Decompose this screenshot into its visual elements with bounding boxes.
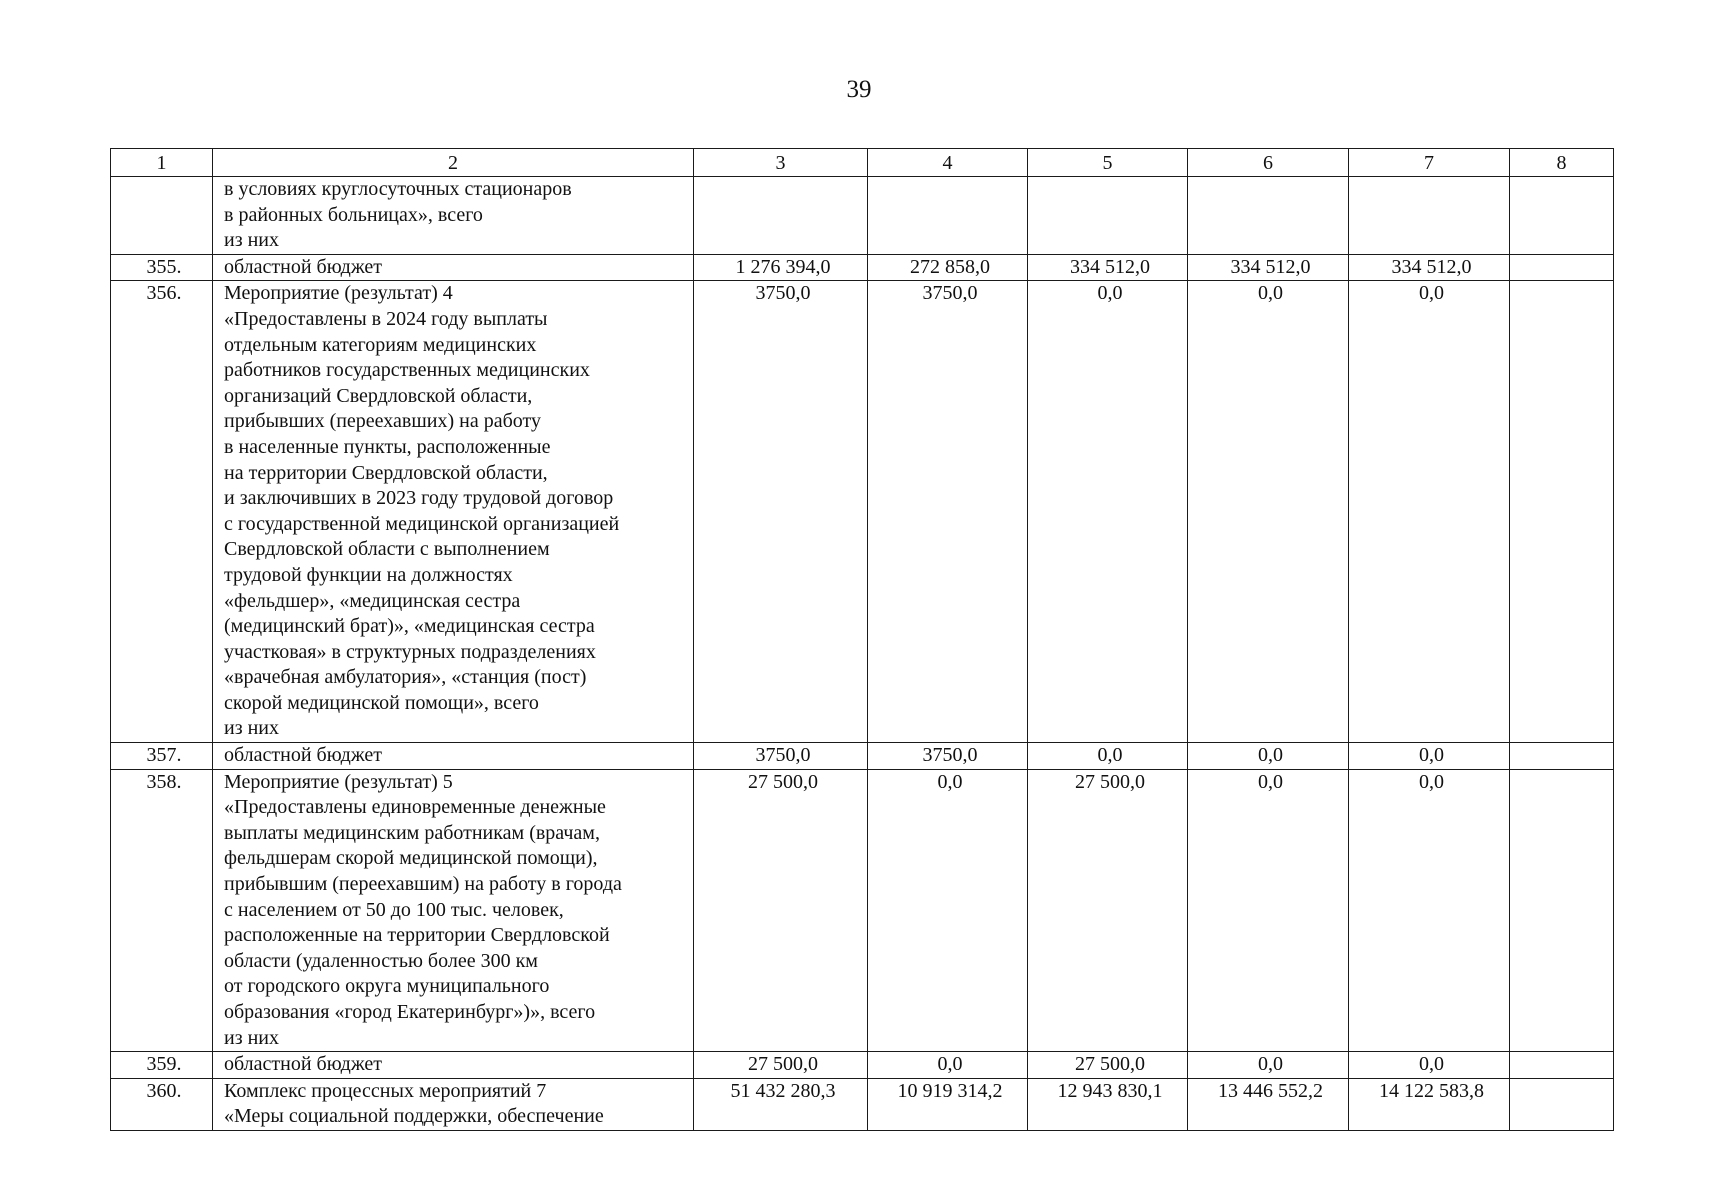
value-col-4: 10 919 314,2: [868, 1078, 1028, 1130]
value-col-3: 27 500,0: [694, 1052, 868, 1079]
value-col-8: [1510, 254, 1614, 281]
column-header-5: 5: [1028, 149, 1188, 177]
value-col-8: [1510, 1052, 1614, 1079]
column-header-6: 6: [1188, 149, 1349, 177]
value-col-4: 0,0: [868, 1052, 1028, 1079]
table-row: [111, 177, 1614, 255]
value-col-4: [868, 177, 1028, 255]
value-col-6: 0,0: [1188, 281, 1349, 743]
value-col-6: 0,0: [1188, 743, 1349, 770]
column-header-3: 3: [694, 149, 868, 177]
column-number-row: [111, 149, 1614, 177]
value-col-6: [1188, 177, 1349, 255]
row-number: 358.: [111, 769, 213, 1052]
table-row: [111, 1052, 1614, 1079]
value-col-3: [694, 177, 868, 255]
value-col-8: [1510, 743, 1614, 770]
row-description: областной бюджет: [213, 743, 694, 770]
value-col-5: 12 943 830,1: [1028, 1078, 1188, 1130]
value-col-8: [1510, 769, 1614, 1052]
value-col-3: 3750,0: [694, 281, 868, 743]
value-col-6: 0,0: [1188, 769, 1349, 1052]
value-col-4: 3750,0: [868, 281, 1028, 743]
row-number: 356.: [111, 281, 213, 743]
value-col-3: 3750,0: [694, 743, 868, 770]
value-col-7: 0,0: [1349, 281, 1510, 743]
value-col-6: 334 512,0: [1188, 254, 1349, 281]
row-description: Мероприятие (результат) 4 «Предоставлены в 2024 году выплаты отдельным категориям медицинских работников государственных медицинских организаций Свердловской области, прибывших (переехавших) на работу в населенные пункты, расположенные на территории Свердловской области, и заключивших в 2023 году трудовой договор с государственной медицинской организацией Свердловской области с выполнением трудовой функции на должностях «фельдшер», «медицинская сестра (медицинский брат)», «медицинская сестра участковая» в структурных подразделениях «врачебная амбулатория», «станция (пост) скорой медицинской помощи», всего из них: [213, 281, 694, 743]
table-row: [111, 281, 1614, 743]
page-number: 39: [846, 76, 872, 103]
budget-table: [110, 148, 1614, 1131]
value-col-5: 0,0: [1028, 281, 1188, 743]
value-col-5: 27 500,0: [1028, 769, 1188, 1052]
value-col-6: 0,0: [1188, 1052, 1349, 1079]
row-number: [111, 177, 213, 255]
value-col-4: 272 858,0: [868, 254, 1028, 281]
row-description: областной бюджет: [213, 254, 694, 281]
table-row: [111, 769, 1614, 1052]
row-description: областной бюджет: [213, 1052, 694, 1079]
value-col-7: [1349, 177, 1510, 255]
row-description: Мероприятие (результат) 5 «Предоставлены единовременные денежные выплаты медицинским работникам (врачам, фельдшерам скорой медицинской помощи), прибывшим (переехавшим) на работу в города с населением от 50 до 100 тыс. человек, расположенные на территории Свердловской области (удаленностью более 300 км от городского округа муниципального образования «город Екатеринбург»)», всего из них: [213, 769, 694, 1052]
column-header-1: 1: [111, 149, 213, 177]
row-description: Комплекс процессных мероприятий 7 «Меры социальной поддержки, обеспечение: [213, 1078, 694, 1130]
row-number: 359.: [111, 1052, 213, 1079]
column-header-8: 8: [1510, 149, 1614, 177]
column-header-2: 2: [213, 149, 694, 177]
value-col-5: 334 512,0: [1028, 254, 1188, 281]
value-col-5: 27 500,0: [1028, 1052, 1188, 1079]
value-col-7: 0,0: [1349, 743, 1510, 770]
value-col-5: [1028, 177, 1188, 255]
row-number: 357.: [111, 743, 213, 770]
table-row: [111, 1078, 1614, 1130]
table-row: [111, 743, 1614, 770]
value-col-7: 0,0: [1349, 1052, 1510, 1079]
value-col-8: [1510, 177, 1614, 255]
row-description: в условиях круглосуточных стационаров в районных больницах», всего из них: [213, 177, 694, 255]
value-col-7: 0,0: [1349, 769, 1510, 1052]
value-col-3: 51 432 280,3: [694, 1078, 868, 1130]
value-col-4: 0,0: [868, 769, 1028, 1052]
value-col-8: [1510, 281, 1614, 743]
column-header-7: 7: [1349, 149, 1510, 177]
column-header-4: 4: [868, 149, 1028, 177]
value-col-3: 27 500,0: [694, 769, 868, 1052]
value-col-3: 1 276 394,0: [694, 254, 868, 281]
value-col-5: 0,0: [1028, 743, 1188, 770]
value-col-8: [1510, 1078, 1614, 1130]
value-col-4: 3750,0: [868, 743, 1028, 770]
value-col-6: 13 446 552,2: [1188, 1078, 1349, 1130]
value-col-7: 334 512,0: [1349, 254, 1510, 281]
table-row: [111, 254, 1614, 281]
row-number: 360.: [111, 1078, 213, 1130]
row-number: 355.: [111, 254, 213, 281]
value-col-7: 14 122 583,8: [1349, 1078, 1510, 1130]
